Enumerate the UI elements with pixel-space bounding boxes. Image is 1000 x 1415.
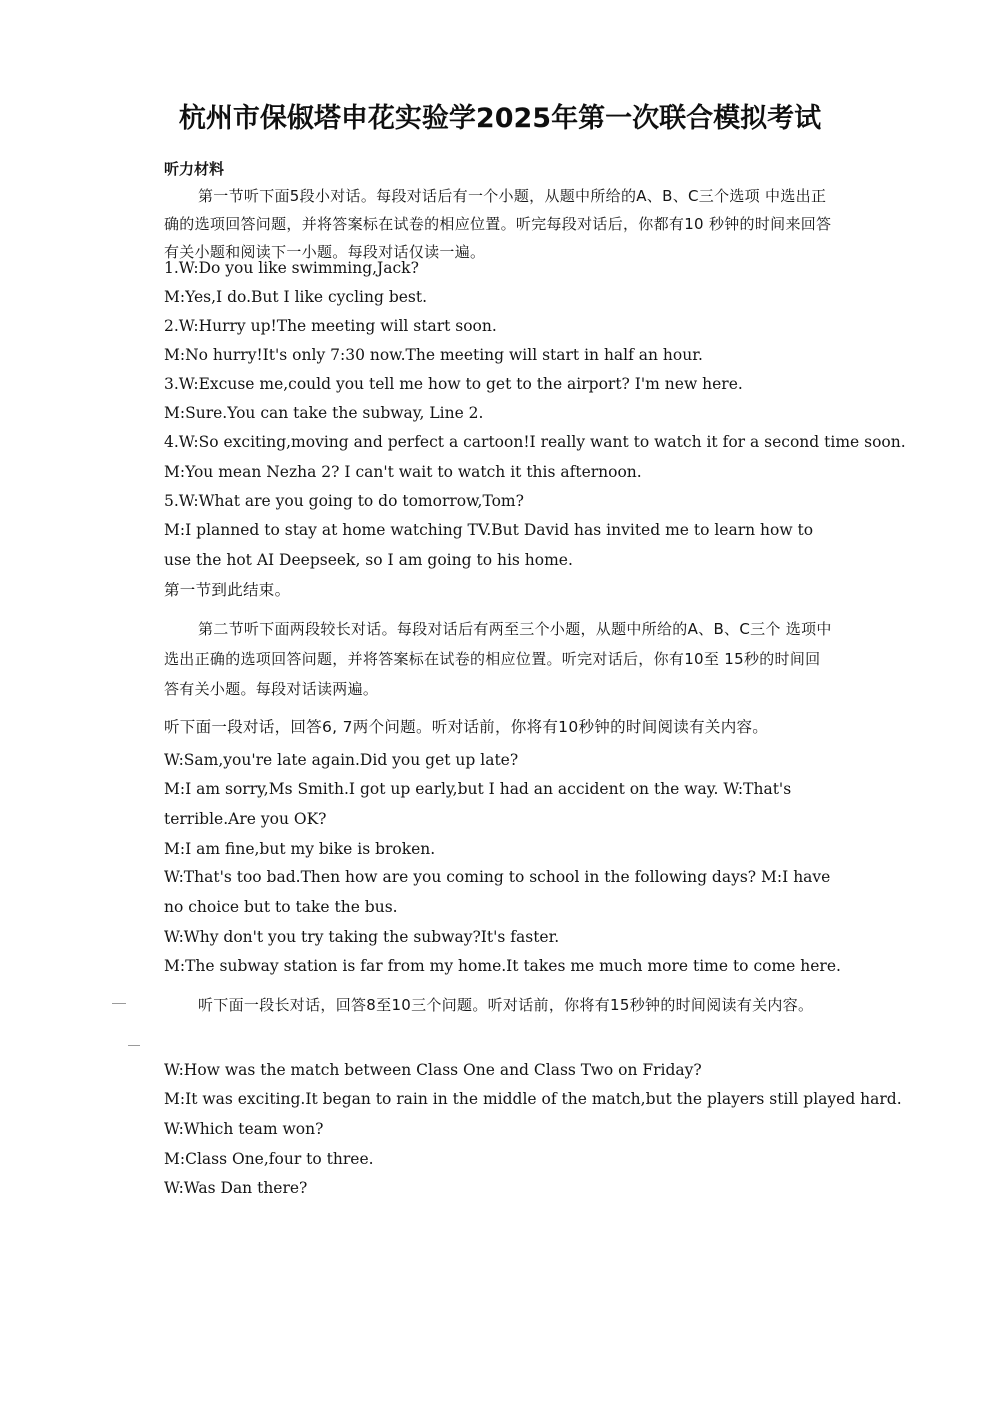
dialog-line: 2.W:Hurry up!The meeting will start soon. [164, 317, 497, 335]
dialog-line: 5.W:What are you going to do tomorrow,Tom? [164, 492, 524, 510]
dialog-line: M:It was exciting.It began to rain in the middle of the match,but the players still played hard. [164, 1090, 902, 1108]
dialog-line: M:I am fine,but my bike is broken. [164, 840, 436, 858]
dialog-line: M:Class One,four to three. [164, 1150, 374, 1168]
dialog-line: W:Sam,you're late again.Did you get up late? [164, 751, 519, 769]
part1-end: 第一节到此结束。 [164, 581, 291, 599]
scan-speck [128, 1045, 140, 1046]
dialog-line: W:Why don't you try taking the subway?It's faster. [164, 928, 560, 946]
dialog-line: W:How was the match between Class One and Class Two on Friday? [164, 1061, 702, 1079]
dialog1-intro: 听下面一段对话，回答6, 7两个问题。听对话前，你将有10秒钟的时间阅读有关内容。 [164, 718, 769, 736]
dialog-line: M:No hurry!It's only 7:30 now.The meeting will start in half an hour. [164, 346, 703, 364]
dialog2-intro: 听下面一段长对话，回答8至10三个问题。听对话前，你将有15秒钟的时间阅读有关内容。 [198, 996, 814, 1014]
section-heading: 听力材料 [164, 160, 225, 178]
dialog-line: M:I am sorry,Ms Smith.I got up early,but I had an accident on the way. W:That's terrible.Are you OK? [164, 780, 792, 828]
dialog-line: 3.W:Excuse me,could you tell me how to get to the airport? I'm new here. [164, 375, 743, 393]
dialog-line: W:Which team won? [164, 1120, 324, 1138]
scan-speck [112, 1003, 126, 1004]
page-title: 杭州市保俶塔申花实验学2025年第一次联合模拟考试 [178, 103, 822, 134]
dialog-line: W:Was Dan there? [164, 1179, 308, 1197]
dialog-line: M:I planned to stay at home watching TV.But David has invited me to learn how to use the hot AI Deepseek, so I am going to his home. [164, 521, 814, 569]
dialog-line: M:Sure.You can take the subway, Line 2. [164, 404, 484, 422]
dialog-line: M:The subway station is far from my home.It takes me much more time to come here. [164, 957, 841, 975]
dialog-line: W:That's too bad.Then how are you coming to school in the following days? M:I have no choice but to take the bus. [164, 868, 831, 916]
dialog-line: 4.W:So exciting,moving and perfect a cartoon!I really want to watch it for a second time soon. [164, 433, 906, 451]
part2-instructions: 第二节听下面两段较长对话。每段对话后有两至三个小题，从题中所给的A、B、C三个 选项中选出正确的选项回答问题，并将答案标在试卷的相应位置。听完对话后，你有10至 15秒的时间回答有关小题。每段对话读两遍。 [164, 620, 832, 698]
dialog-line: M:You mean Nezha 2? I can't wait to watch it this afternoon. [164, 463, 642, 481]
part1-instructions: 第一节听下面5段小对话。每段对话后有一个小题，从题中所给的A、B、C三个选项 中选出正确的选项回答问题，并将答案标在试卷的相应位置。听完每段对话后，你都有10 秒钟的时间来回答有关小题和阅读下一小题。每段对话仅读一遍。 [164, 187, 832, 261]
dialog-line: M:Yes,I do.But I like cycling best. [164, 288, 428, 306]
dialog-line: 1.W:Do you like swimming,Jack? [164, 259, 419, 277]
